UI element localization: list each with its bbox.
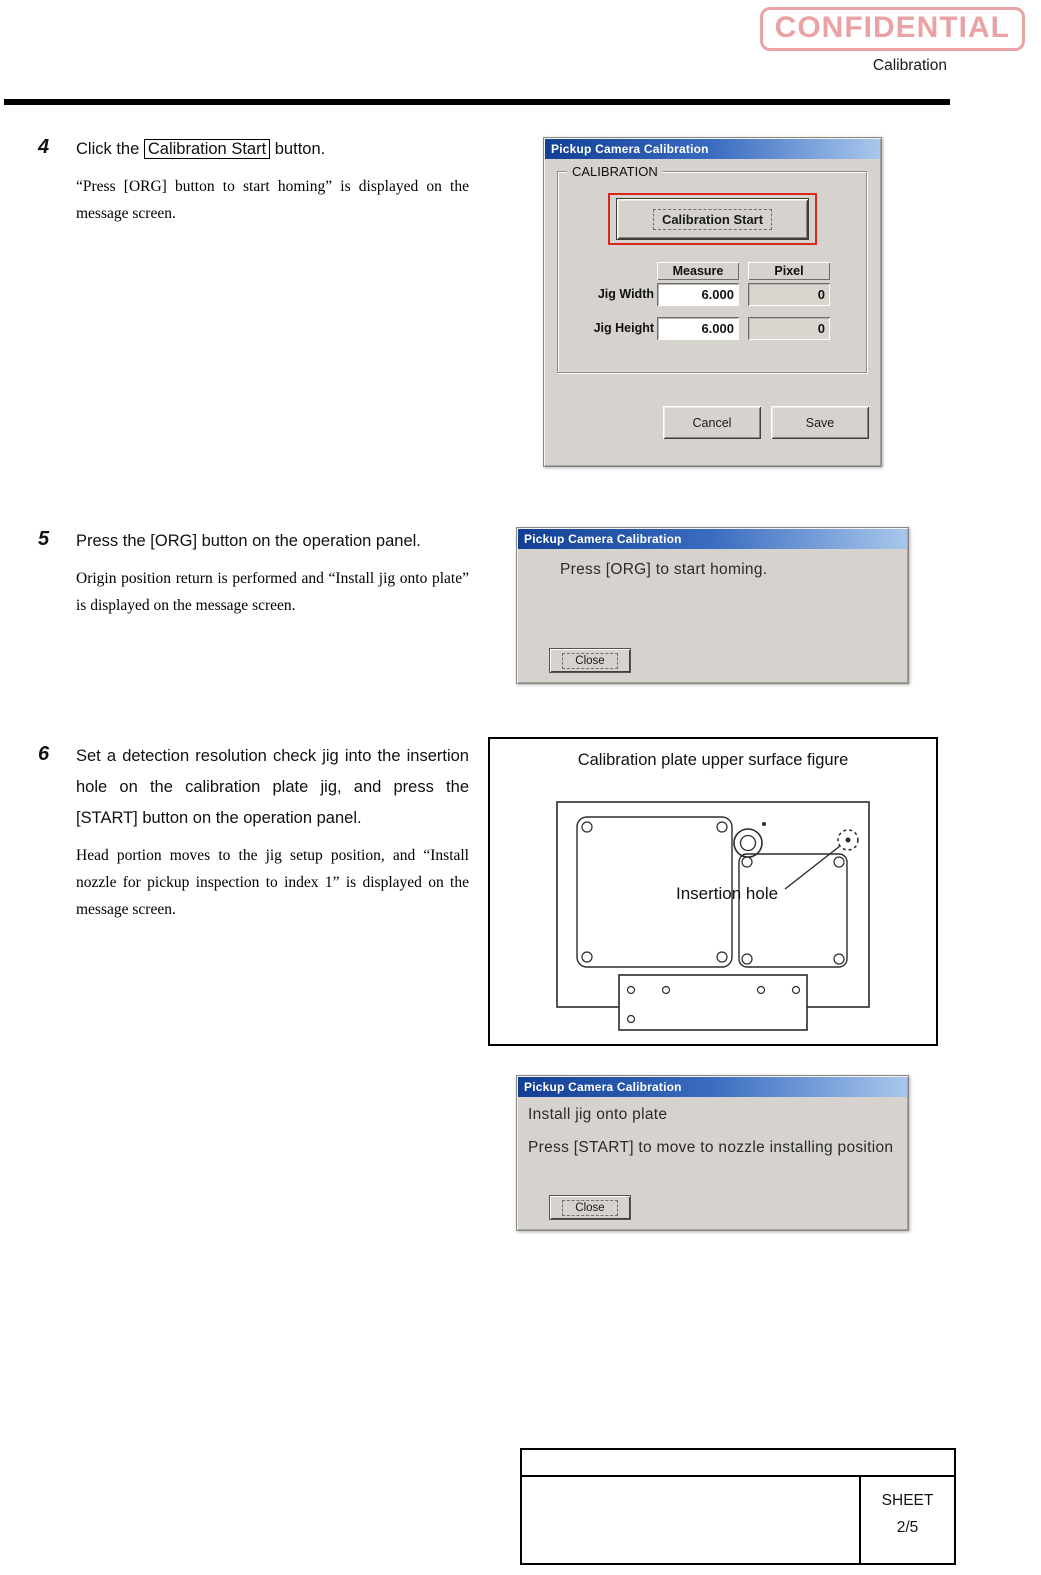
figure-title: Calibration plate upper surface figure: [577, 751, 849, 769]
sheet-label: SHEET: [881, 1492, 934, 1509]
dialog3-message-line2: Press [START] to move to nozzle installing position: [528, 1139, 894, 1156]
column-header-measure: Measure: [657, 262, 739, 280]
corner-hole: [582, 952, 592, 962]
close-button[interactable]: [550, 1196, 630, 1219]
sheet-cell: [859, 1477, 954, 1563]
homing-message-dialog: [516, 527, 909, 684]
jig-width-measure-field[interactable]: 6.000: [657, 283, 739, 306]
sheet-number: 2/5: [896, 1519, 919, 1536]
step-4-title: [76, 134, 469, 165]
corner-hole: [582, 822, 592, 832]
page-header-title: Calibration: [872, 57, 947, 74]
step-6-body: Head portion moves to the jig setup position, and “Install nozzle for pickup inspection to index 1” is displayed on the message screen.: [76, 847, 469, 918]
step-5-title: Press the [ORG] button on the operation panel.: [76, 532, 421, 550]
corner-hole: [742, 954, 752, 964]
calibration-plate-diagram: [490, 739, 940, 1048]
header-rule: [4, 99, 950, 105]
camera-target-inner-circle: [741, 836, 756, 851]
jig-height-label: Jig Height: [593, 321, 654, 335]
step-6-block: [76, 741, 469, 923]
corner-hole: [717, 952, 727, 962]
footer-title-block: [520, 1448, 956, 1565]
corner-hole: [834, 954, 844, 964]
step-5-body: Origin position return is performed and “Install jig onto plate” is displayed on the message screen.: [76, 570, 469, 614]
calibration-start-button-label: Calibration Start: [653, 209, 772, 230]
reference-dot: [762, 822, 766, 826]
dialog3-title: Pickup Camera Calibration: [524, 1080, 682, 1094]
step-5-block: [76, 526, 469, 619]
cancel-button[interactable]: [663, 406, 761, 439]
close-button-label: Close: [562, 1200, 617, 1216]
dialog2-message: Press [ORG] to start homing.: [560, 561, 768, 578]
dialog1-title: Pickup Camera Calibration: [551, 142, 709, 156]
footer-top-row: [522, 1450, 954, 1477]
column-header-pixel: Pixel: [748, 262, 830, 280]
insertion-hole-pointer-line: [785, 846, 840, 889]
step-4-title-post: button.: [270, 140, 326, 158]
dialog1-titlebar[interactable]: [545, 139, 880, 159]
close-button[interactable]: [550, 649, 630, 672]
corner-hole: [742, 857, 752, 867]
step-5-number: 5: [38, 528, 50, 550]
step-4-number: 4: [38, 136, 50, 158]
save-button[interactable]: [771, 406, 869, 439]
dialog3-titlebar[interactable]: [518, 1077, 907, 1097]
dialog3-message-line1: Install jig onto plate: [528, 1106, 668, 1123]
step-4-title-boxed: Calibration Start: [144, 139, 270, 159]
camera-target-outer-circle: [734, 829, 762, 857]
confidential-stamp: CONFIDENTIAL: [760, 7, 1025, 51]
corner-hole: [717, 822, 727, 832]
jig-width-label: Jig Width: [597, 287, 654, 301]
jig-width-pixel-field[interactable]: 0: [748, 283, 830, 306]
calibration-groupbox-label: CALIBRATION: [567, 164, 663, 179]
step-4-block: [76, 134, 469, 227]
calibration-start-button[interactable]: [617, 199, 808, 239]
insertion-hole-center-dot: [846, 838, 851, 843]
dialog2-title: Pickup Camera Calibration: [524, 532, 682, 546]
dialog2-titlebar[interactable]: [518, 529, 907, 549]
step-6-number: 6: [38, 743, 50, 765]
jig-height-measure-field[interactable]: 6.000: [657, 317, 739, 340]
close-button-label: Close: [562, 653, 617, 669]
step-6-title: Set a detection resolution check jig into the insertion hole on the calibration plate jig, and press the [START] button on the operation panel.: [76, 747, 469, 827]
step-4-title-pre: Click the: [76, 140, 144, 158]
step-4-body: “Press [ORG] button to start homing” is displayed on the message screen.: [76, 178, 469, 222]
bottom-plate-outline: [619, 975, 807, 1030]
save-button-label: Save: [805, 415, 835, 430]
insertion-hole-label: Insertion hole: [676, 884, 779, 903]
install-jig-message-dialog: [516, 1075, 909, 1231]
pickup-camera-calibration-dialog: [543, 137, 882, 467]
right-jig-outline: [739, 854, 847, 967]
cancel-button-label: Cancel: [692, 415, 732, 430]
calibration-plate-figure: [488, 737, 938, 1046]
corner-hole: [834, 857, 844, 867]
jig-height-pixel-field[interactable]: 0: [748, 317, 830, 340]
